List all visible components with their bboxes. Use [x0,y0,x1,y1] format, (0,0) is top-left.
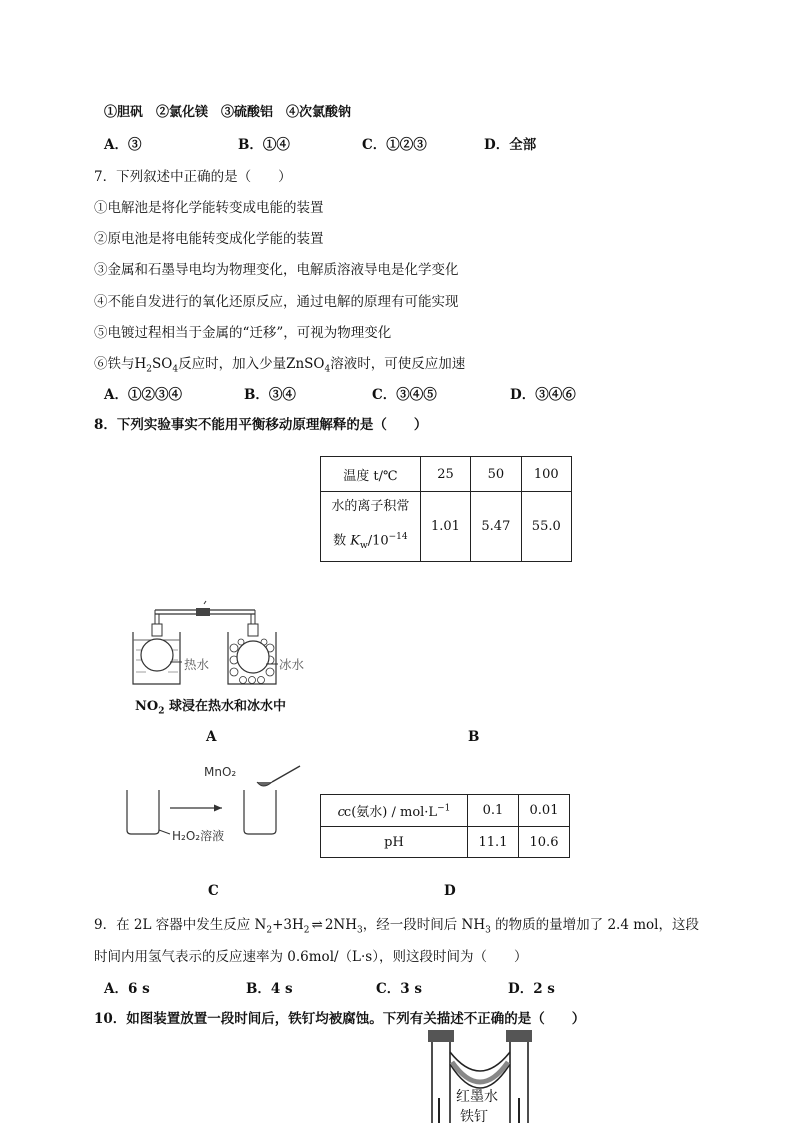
q9-option-c: C．3 s [376,981,422,997]
q7-stem: 7．下列叙述中正确的是（ ） [94,169,292,185]
table-b-row-label: 水的离子积常 数 $K_w/10^{-14}$ [321,492,421,562]
table-b-value-2: 5.47 [471,492,521,562]
q6-option-c: C．①②③ [362,137,427,153]
table-b-value-1: 1.01 [420,492,470,562]
label-b: B [468,729,480,745]
q10-stem: 10．如图装置放置一段时间后，铁钉均被腐蚀。下列有关描述不正确的是（ ） [94,1011,586,1027]
table-d-ph-1: 11.1 [468,827,519,858]
q8-table-b [320,456,572,562]
table-b-header-label: 温度 t/℃ [321,457,421,492]
q7-statement-3: ③金属和石墨导电均为物理变化，电解质溶液导电是化学变化 [94,262,459,278]
q7-option-b: B．③④ [244,387,296,403]
q9-stem-line-2: 时间内用氢气表示的反应速率为 0.6mol/（L·s），则这段时间为（ ） [94,949,528,965]
figure-a-ice-water-label: 冰水 [279,657,305,672]
q7-option-a: A．①②③④ [104,387,182,403]
table-b-temp-2: 50 [471,457,521,492]
q7-statement-2: ②原电池是将电能转变成化学能的装置 [94,231,324,247]
figure-q10-nail-label: 铁钉 [460,1109,488,1123]
figure-q10-red-ink-label: 红墨水 [456,1089,498,1105]
q8-stem: 8．下列实验事实不能用平衡移动原理解释的是（ ） [94,417,428,433]
figure-a-caption: $NO_2$ 球浸在热水和冰水中 [135,699,287,717]
q6-items: ①胆矾 ②氯化镁 ③硫酸铝 ④次氯酸钠 [104,105,352,120]
table-d-ph-label: pH [321,827,468,858]
q9-option-a: A．6 s [104,981,150,997]
label-a: A [206,729,217,745]
q7-statement-5: ⑤电镀过程相当于金属的“迁移”，可视为物理变化 [94,325,392,341]
figure-a-hot-water-label: 热水 [184,657,210,672]
q9-option-d: D．2 s [508,981,555,997]
q7-option-c: C．③④⑤ [372,387,437,403]
q7-statement-1: ①电解池是将化学能转变成电能的装置 [94,200,324,216]
q7-statement-6: ⑥铁与$H_2SO_4$反应时，加入少量ZnSO$_4$溶液时，可使反应加速 [94,356,466,375]
table-d-c-label: cc(氨水) / $mol\cdot L^{-1}$ [321,795,468,827]
figure-c-h2o2-label: H₂O₂溶液 [172,829,225,843]
q7-statement-4: ④不能自发进行的氧化还原反应，通过电解的原理有可能实现 [94,294,459,310]
figure-a-no2-flasks [128,600,313,690]
q6-option-d: D．全部 [484,137,537,153]
table-d-c-2: 0.01 [519,795,570,827]
q9-stem-line-1: 9．在 2L 容器中发生反应 $N_2+3H_2$ ⇌ $2NH_3$，经一段时间后 $NH_3$ 的物质的量增加了 2.4 mol，这段 [94,917,699,936]
table-b-value-3: 55.0 [521,492,571,562]
q6-option-a: A．③ [104,137,142,153]
table-d-ph-2: 10.6 [519,827,570,858]
figure-c-h2o2-beakers [122,760,312,845]
q8-table-d [320,794,570,858]
table-b-temp-1: 25 [420,457,470,492]
table-d-c-1: 0.1 [468,795,519,827]
figure-c-mno2-label: MnO₂ [204,765,237,779]
q9-option-b: B．4 s [246,981,293,997]
label-c: C [208,883,219,899]
q6-option-b: B．①④ [238,137,290,153]
q7-option-d: D．③④⑥ [510,387,576,403]
label-d: D [444,883,456,899]
table-b-temp-3: 100 [521,457,571,492]
figure-q10-u-tube [420,1028,550,1123]
